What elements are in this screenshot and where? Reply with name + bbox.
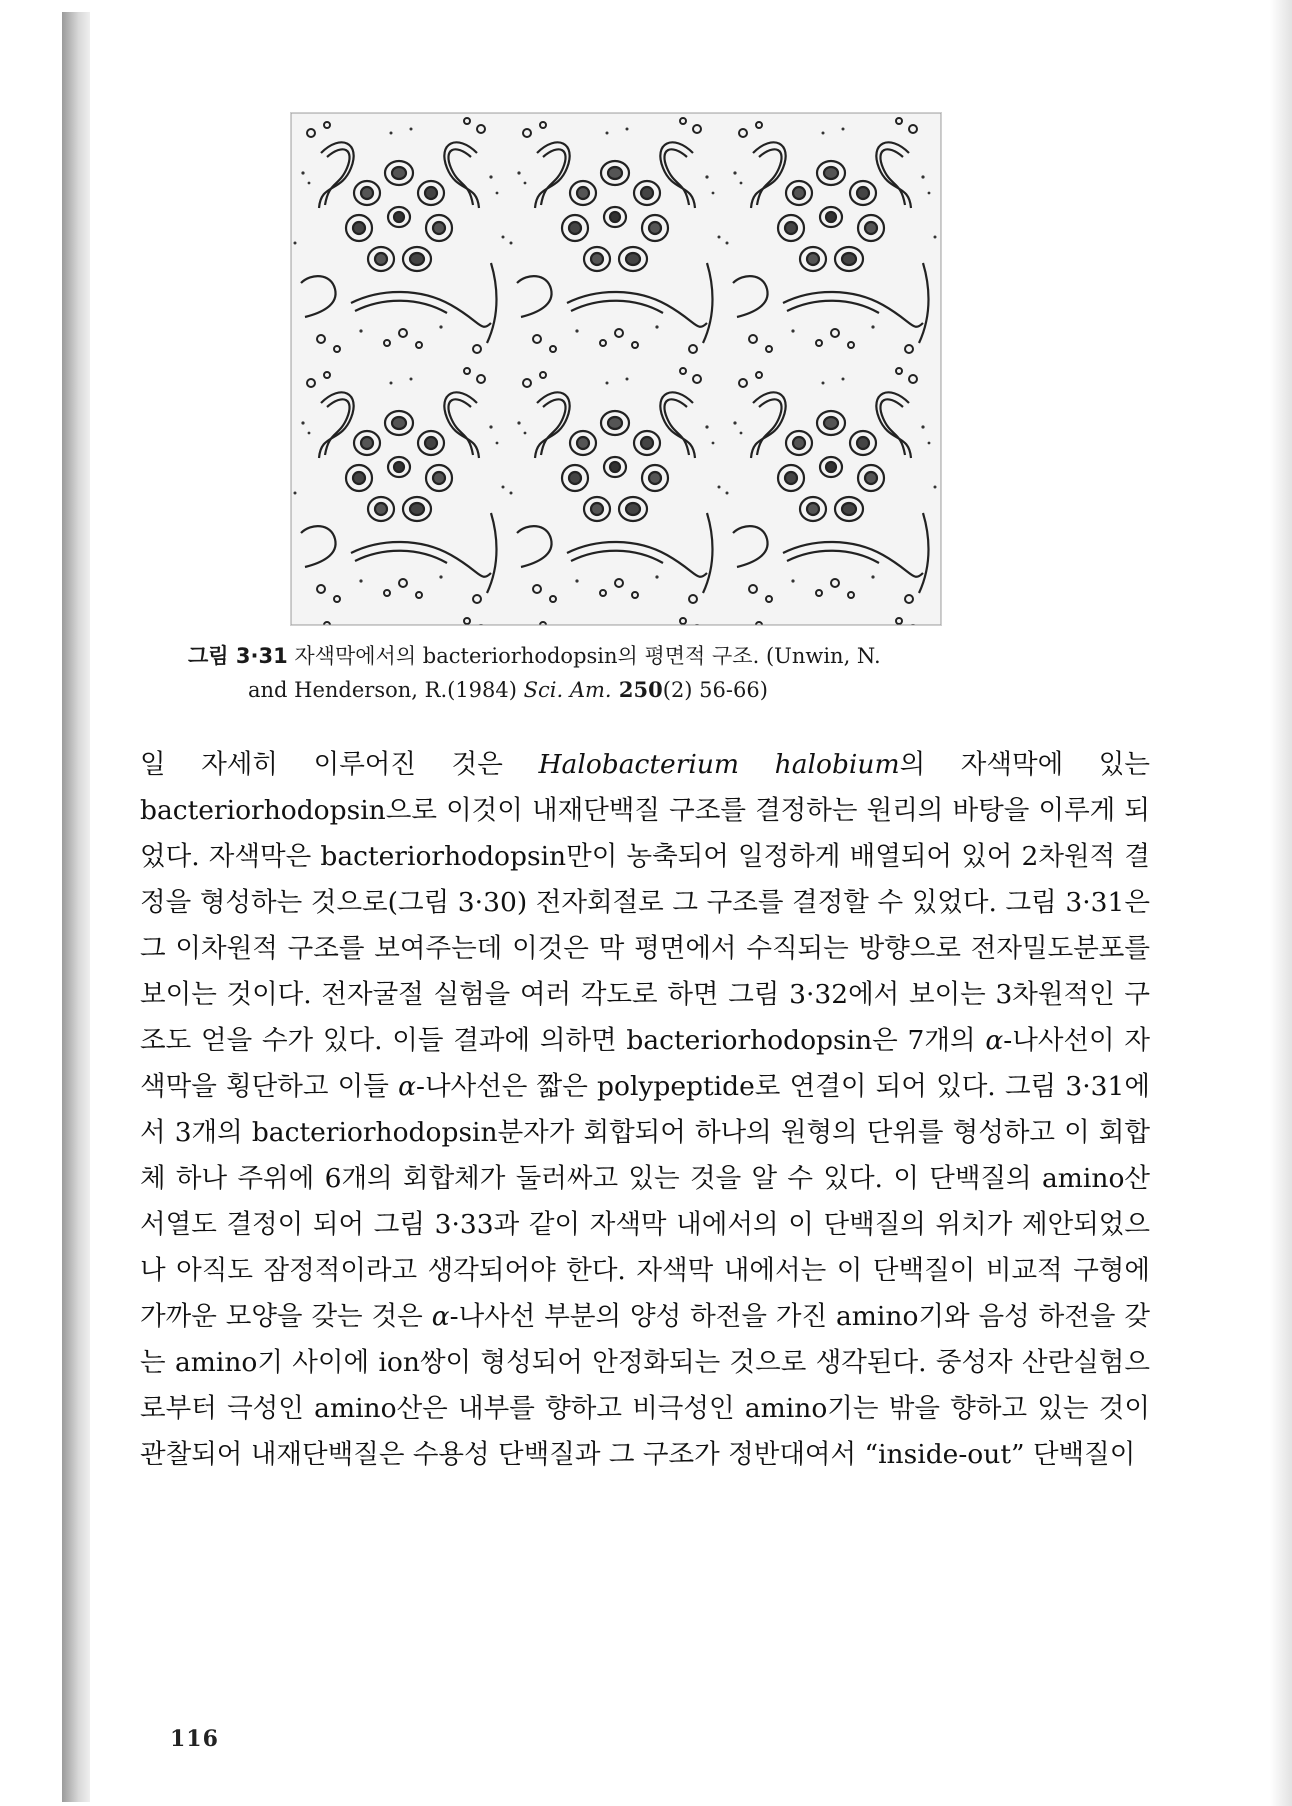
figure-label: 그림 3·31	[188, 644, 288, 668]
body-run-1: 일 자세히 이루어진 것은	[140, 749, 539, 780]
body-run-5: -나사선이 자색막을 횡단하고 이들	[140, 1025, 1150, 1102]
caption-text: 자색막에서의 bacteriorhodopsin의 평면적 구조. (Unwin, N.	[294, 644, 881, 668]
body-paragraph	[140, 742, 1150, 1478]
body-run-3: 의 자색막에 있는 bacteriorhodopsin으로 이것이 내재단백질 구조를 결정하는 원리의 바탕을 이루게 되었다. 자색막은 bacteriorhodopsin만이 농축되어 일정하게 배열되어 있어 2차원적 결정을 형성하는 것으로(그림 3·30) 전자회절로 그 구조를 결정할 수 있었다. 그림 3·31은 그 이차원적 구조를 보여주는데 이것은 막 평면에서 수직되는 방향으로 전자밀도분포를 보이는 것이다. 전자굴절 실험을 여러 각도로 하면 그림 3·32에서 보이는 3차원적인 구조도 얻을 수가 있다. 이들 결과에 의하면 bacteriorhodopsin은 7개의	[140, 749, 1151, 1056]
page-number: 116	[170, 1726, 219, 1752]
page-stack-edge-left	[62, 12, 90, 1802]
body-text	[140, 742, 1150, 1478]
alpha-symbol: α	[985, 1025, 1004, 1056]
caption-authors: and Henderson, R.(1984)	[248, 678, 524, 702]
bacteriorhodopsin-density-map-figure	[290, 112, 942, 626]
caption-volume: 250	[611, 677, 663, 702]
caption-journal: Sci. Am.	[523, 678, 612, 702]
density-map-illustration	[291, 113, 941, 625]
caption-citation	[188, 673, 1128, 707]
alpha-symbol: α	[431, 1301, 450, 1332]
species-name: Halobacterium halobium	[538, 749, 900, 780]
page-edge-right	[1270, 0, 1292, 1806]
body-run-7: -나사선은 짧은 polypeptide로 연결이 되어 있다. 그림 3·31에서 3개의 bacteriorhodopsin분자가 회합되어 하나의 원형의 단위를 형성하고 이 회합체 하나 주위에 6개의 회합체가 둘러싸고 있는 것을 알 수 있다. 이 단백질의 amino산 서열도 결정이 되어 그림 3·33과 같이 자색막 내에서의 이 단백질의 위치가 제안되었으나 아직도 잠정적이라고 생각되어야 한다. 자색막 내에서는 이 단백질이 비교적 구형에 가까운 모양을 갖는 것은	[140, 1071, 1150, 1332]
figure-caption	[188, 640, 1128, 707]
caption-pages: (2) 56-66)	[662, 678, 768, 702]
body-run-9: -나사선 부분의 양성 하전을 가진 amino기와 음성 하전을 갖는 amino기 사이에 ion쌍이 형성되어 안정화되는 것으로 생각된다. 중성자 산란실험으로부터 극성인 amino산은 내부를 향하고 비극성인 amino기는 밖을 향하고 있는 것이 관찰되어 내재단백질은 수용성 단백질과 그 구조가 정반대여서 “inside-out” 단백질이	[140, 1301, 1150, 1470]
alpha-symbol: α	[398, 1071, 417, 1102]
